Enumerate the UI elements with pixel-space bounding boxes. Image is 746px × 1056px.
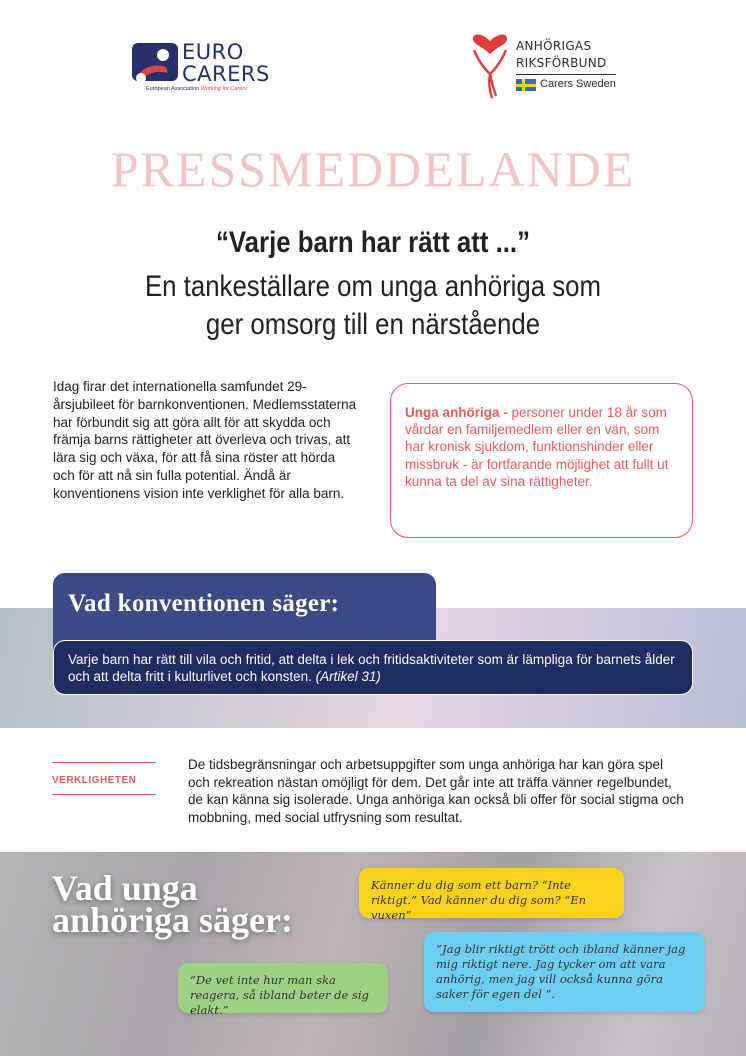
page-title: “Varje barn har rätt att ...”	[215, 226, 531, 259]
definition-text: personer under 18 år som vårdar en familjemedlem eller en vän, som har kronisk sjukdom, funktionshinder eller missbruk - är fortfarande möjlighet att fullt ut kunna ta del av sina rättigheter.	[405, 405, 669, 489]
anhorigas-subtitle: Carers Sweden	[540, 78, 616, 90]
quote-bubble-yellow: Känner du dig som ett barn? “Inte riktigt.” Vad känner du dig som? “En vuxen”	[359, 868, 624, 918]
anhorigas-logo	[470, 34, 630, 102]
convention-heading: Vad konventionen säger:	[68, 590, 340, 617]
voices-heading-line: Vad unga	[52, 868, 198, 908]
definition-box	[390, 383, 693, 538]
anhorigas-wordmark-1: ANHÖRIGAS	[516, 39, 592, 53]
page-subtitle	[52, 268, 694, 344]
voices-heading-line: anhöriga säger:	[52, 900, 293, 940]
logo-divider	[516, 74, 616, 75]
swedish-flag-icon	[516, 79, 536, 91]
eurocarers-tagline-accent: Working for Carers	[200, 86, 247, 92]
article-reference: (Artikel 31)	[315, 669, 381, 684]
press-release-label: PRESSMEDDELANDE	[110, 141, 636, 197]
convention-quote: Varje barn har rätt till vila och fritid, att delta i lek och fritidsaktiviteter som är lämpliga för barnets ålder och att delta fritt i kulturlivet och konsten.	[68, 652, 675, 684]
definition-term: Unga anhöriga -	[405, 405, 508, 420]
eurocarers-logo	[132, 38, 282, 96]
intro-paragraph: Idag firar det internationella samfundet 29-årsjubileet för barnkonventionen. Medlemsstaterna har förbundit sig att göra allt för att skydda och främja barns rättigheter att överleva och trivas, att lära sig och växa, för att få sina röster att hörda och för att nå sin fulla potential. Ändå är konventionens vision inte verklighet för alla barn.	[53, 379, 357, 501]
eurocarers-tagline	[146, 86, 247, 92]
eurocarers-tagline-start: European Association	[146, 86, 200, 92]
voices-heading	[52, 868, 352, 940]
eurocarers-wordmark-1: EURO	[182, 40, 244, 64]
heart-person-icon	[470, 34, 510, 100]
quote-bubble-blue: “Jag blir riktigt trött och ibland känner jag mig riktigt nere. Jag tycker om att vara anhörig, men jag vill också kunna göra saker för egen del ”.	[424, 932, 705, 1012]
subtitle-line: En tankeställare om unga anhöriga som	[144, 270, 602, 303]
eurocarers-wordmark-2: CARERS	[182, 62, 270, 86]
reality-paragraph: De tidsbegränsningar och arbetsuppgifter som unga anhöriga har kan göra spel och rekreation nästan omöjligt för dem. Det går inte att träffa vänner regelbundet, de kan känna sig isolerade. Unga anhöriga kan också bli offer för social stigma och mobbning, med social utfrysning som resultat.	[188, 757, 684, 825]
subtitle-line: ger omsorg till en närstående	[205, 308, 541, 341]
convention-quote-box	[53, 640, 693, 695]
anhorigas-wordmark-2: RIKSFÖRBUND	[516, 56, 607, 70]
eurocarers-logo-icon	[132, 43, 178, 87]
quote-bubble-green: “De vet inte hur man ska reagera, så ibland beter de sig elakt.”	[178, 963, 388, 1013]
reality-label: VERKLIGHETEN	[52, 762, 156, 795]
